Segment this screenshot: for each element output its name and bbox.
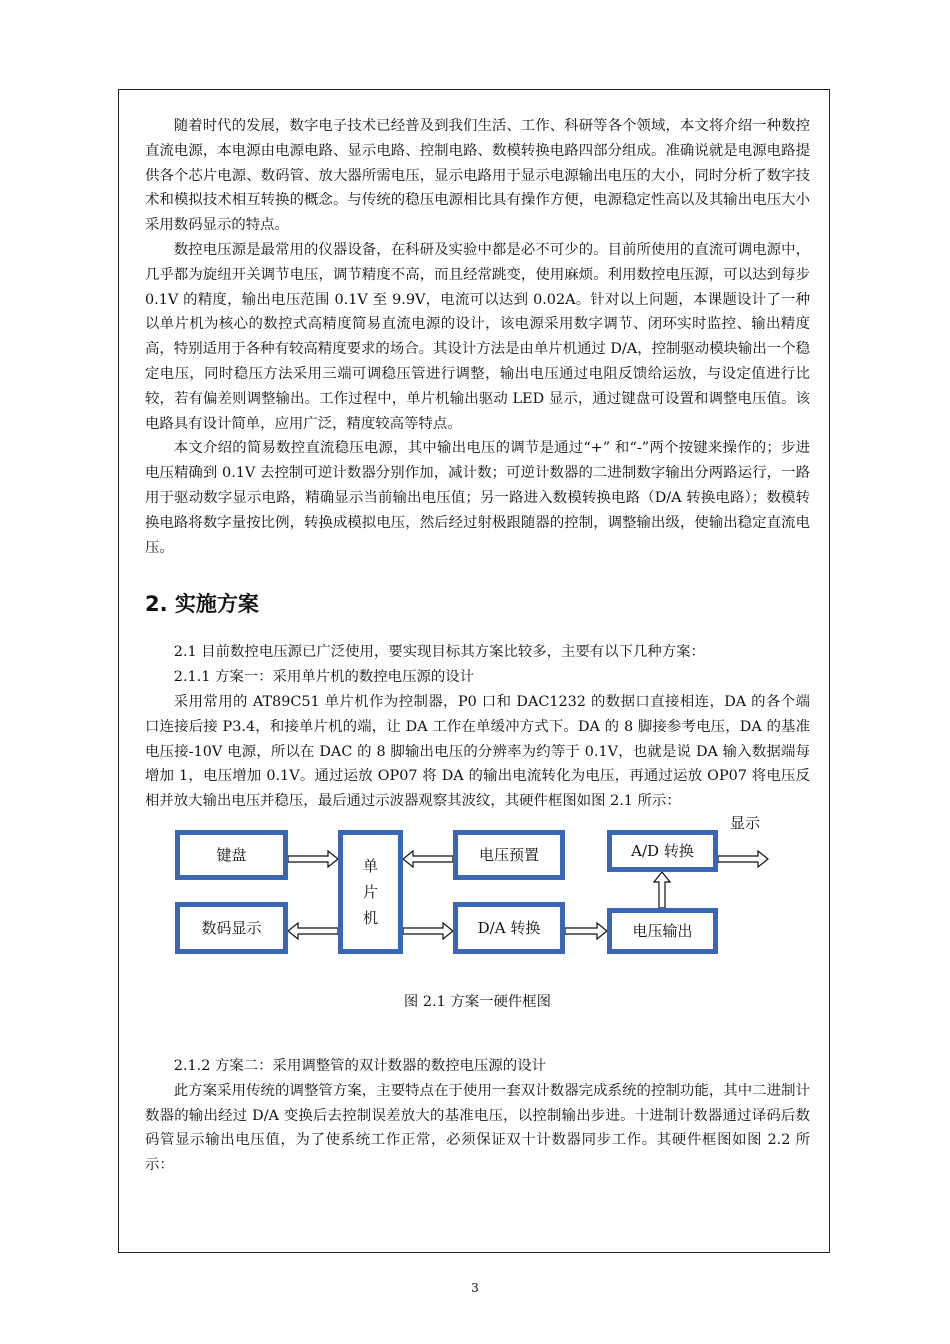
section-2-1: 2.1 目前数控电压源已广泛使用，要实现目标其方案比较多，主要有以下几种方案： bbox=[173, 644, 705, 661]
mcu-char-1: 单 bbox=[362, 856, 378, 875]
dac-label: D/A 转换 bbox=[457, 906, 561, 950]
section-2-1-1-paragraph: 采用常用的 AT89C51 单片机作为控制器，P0 口和 DAC1232 的数据口直接相连，DA 的各个端口连接后接 P3.4，和接单片机的端，让 DA 工作在单缓冲方式下。DA 的 8 脚接参考电压，DA 的基准电压接-10V 电源，所以在 DAC 的 8 脚输出电压的分辨率为约等于 0.1V，也就是说 DA 输入数据端每增加 1，电压增加 0.1V。通过运放 OP07 将 DA 的输出电流转化为电压，再通过运放 OP07 将电压反相并放大输出电压并稳压，最后通过示波器观察其波纹，其硬件框图如图 2.1 所示： bbox=[145, 693, 810, 810]
adc-block bbox=[607, 830, 718, 872]
intro-paragraph-3: 本文介绍的简易数控直流稳压电源，其中输出电压的调节是通过“+” 和“-”两个按键来操作的；步进电压精确到 0.1V 去控制可逆计数器分别作加，减计数；可逆计数器的二进制数字输出分两路运行，一路用于驱动数字显示电路，精确显示当前输出电压值；另一路进入数模转换电路（D/A 转换电路）；数模转换电路将数字量按比例，转换成模拟电压，然后经过射极跟随器的控制，调整输出级，使输出稳定直流电压。 bbox=[145, 440, 810, 556]
arrow-keyboard-to-mcu bbox=[288, 851, 338, 867]
document-body bbox=[145, 114, 810, 1178]
dac-block bbox=[453, 902, 565, 954]
intro-paragraph-1: 随着时代的发展，数字电子技术已经普及到我们生活、工作、科研等各个领域，本文将介绍一种数控直流电源，本电源由电源电路、显示电路、控制电路、数模转换电路四部分组成。准确说就是电源电路提供各个芯片电源、数码管、放大器所需电压，显示电路用于显示电源输出电压的大小，同时分析了数字技术和模拟技术相互转换的概念。与传统的稳压电源相比具有操作方便，电源稳定性高以及其输出电压大小采用数码显示的特点。 bbox=[145, 118, 810, 234]
figure-caption: 图 2.1 方案一硬件框图 bbox=[403, 993, 552, 1010]
section-2-1-1-title: 2.1.1 方案一：采用单片机的数控电压源的设计 bbox=[173, 669, 475, 686]
preset-label: 电压预置 bbox=[457, 834, 561, 876]
preset-block bbox=[453, 830, 565, 880]
arrow-mcu-to-display bbox=[288, 923, 338, 939]
section-heading: 2. 实施方案 bbox=[145, 592, 259, 617]
arrow-preset-to-mcu bbox=[403, 851, 453, 867]
mcu-char-3: 机 bbox=[362, 908, 378, 927]
intro-paragraph-2: 数控电压源是最常用的仪器设备，在科研及实验中都是必不可少的。目前所使用的直流可调电源中，几乎都为旋纽开关调节电压，调节精度不高，而且经常跳变，使用麻烦。利用数控电压源，可以达到每步 0.1V 的精度，输出电压范围 0.1V 至 9.9V，电流可以达到 0.02A。针对以上问题，本课题设计了一种以单片机为核心的数控式高精度简易直流电源的设计，该电源采用数字调节、闭环实时监控、输出精度高，特别适用于各种有较高精度要求的场合。其设计方法是由单片机通过 D/A，控制驱动模块输出一个稳定电压，同时稳压方法采用三端可调稳压管进行调整，输出电压通过电阻反馈给运放，与设定值进行比较，若有偏差则调整输出。工作过程中，单片机输出驱动 LED 显示，通过键盘可设置和调整电压值。该电路具有设计简单，应用广泛，精度较高等特点。 bbox=[145, 241, 810, 432]
display-block bbox=[175, 902, 288, 954]
arrow-adc-to-output bbox=[718, 851, 768, 867]
hardware-block-diagram bbox=[145, 813, 810, 1054]
keyboard-block bbox=[175, 830, 288, 880]
vout-label: 电压输出 bbox=[611, 912, 714, 950]
vout-block bbox=[607, 908, 718, 954]
mcu-label bbox=[342, 834, 399, 950]
mcu-char-2: 片 bbox=[362, 882, 378, 901]
arrow-vout-to-adc bbox=[654, 872, 670, 908]
mcu-block bbox=[338, 830, 403, 954]
arrow-mcu-to-dac bbox=[403, 923, 453, 939]
section-2-1-2-title: 2.1.2 方案二：采用调整管的双计数器的数控电压源的设计 bbox=[173, 1057, 546, 1074]
page-number: 3 bbox=[471, 1281, 479, 1295]
display-output-label: 显示 bbox=[730, 813, 761, 832]
display-label: 数码显示 bbox=[179, 906, 284, 950]
section-2-1-2-paragraph: 此方案采用传统的调整管方案，主要特点在于使用一套双计数器完成系统的控制功能，其中二进制计数器的输出经过 D/A 变换后去控制误差放大的基准电压，以控制输出步进。十进制计数器通过译码后数码管显示输出电压值，为了使系统工作正常，必须保证双十计数器同步工作。其硬件框图如图 2.2 所示： bbox=[145, 1082, 810, 1174]
keyboard-label: 键盘 bbox=[179, 834, 284, 876]
arrow-dac-to-vout bbox=[565, 923, 607, 939]
adc-label: A/D 转换 bbox=[611, 834, 714, 868]
